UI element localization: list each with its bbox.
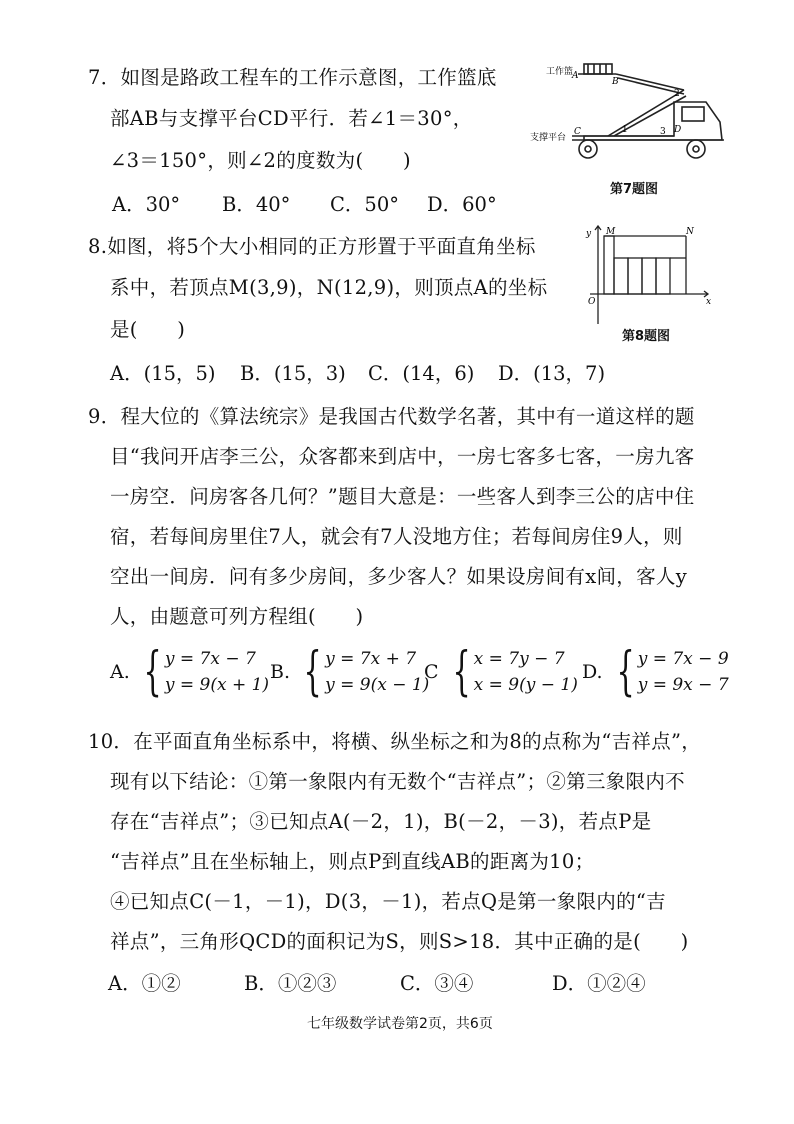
q9-option-b	[270, 642, 430, 702]
q7-fig-angle2: 2	[674, 89, 680, 99]
q9-option-c-eq2: x = 9(y − 1)	[473, 675, 578, 695]
q9-option-a-label: A.	[110, 661, 130, 683]
q9-option-d-label: D.	[582, 661, 603, 683]
q9-line4: 宿，若每间房里住7人，就会有7人没地方住；若每间房住9人，则	[110, 525, 683, 548]
q8-option-c: C．(14，6)	[368, 362, 475, 385]
brace-glyph: {	[303, 642, 322, 702]
q8-line3: 是( )	[110, 318, 186, 341]
q10-option-d: D．①②④	[552, 972, 646, 995]
q8-option-b: B．(15，3)	[240, 362, 346, 385]
q8-option-d: D．(13，7)	[498, 362, 606, 385]
q7-fig-label-top: 工作篮	[546, 67, 574, 77]
brace-glyph: {	[616, 642, 635, 702]
q9-option-b-eq1: y = 7x + 7	[325, 649, 417, 669]
q8-line2: 系中，若顶点M(3,9)，N(12,9)，则顶点A的坐标	[110, 276, 548, 299]
q7-option-b: B．40°	[222, 193, 291, 216]
q8-squares-figure	[584, 224, 714, 324]
q10-line4: “吉祥点”且在坐标轴上，则点P到直线AB的距离为10；	[110, 850, 595, 873]
q10-line6: 祥点”，三角形QCD的面积记为S，则S>18．其中正确的是( )	[110, 930, 689, 953]
q9-line6: 人，由题意可列方程组( )	[110, 605, 364, 628]
q9-line1: 9．程大位的《算法统宗》是我国古代数学名著，其中有一道这样的题	[88, 405, 695, 428]
q7-fig-label-left: 支撑平台	[530, 133, 567, 143]
q9-option-d-eq2: y = 9x − 7	[637, 675, 729, 695]
q9-option-d-eq1: y = 7x − 9	[637, 649, 729, 669]
q7-option-a: A．30°	[112, 193, 181, 216]
page-footer: 七年级数学试卷第2页，共6页	[307, 1016, 493, 1032]
q8-fig-y: y	[586, 229, 592, 239]
q9-option-a-eq1: y = 7x − 7	[164, 649, 256, 669]
q10-line3: 存在“吉祥点”；③已知点A(－2，1)，B(－2，－3)，若点P是	[110, 810, 652, 833]
q9-line3: 一房空．问房客各几何？”题目大意是：一些客人到李三公的店中住	[110, 485, 695, 508]
q8-line1: 8.如图，将5个大小相同的正方形置于平面直角坐标	[88, 235, 536, 258]
q9-option-c-label: C	[424, 661, 439, 683]
q8-fig-x: x	[706, 297, 712, 307]
q10-option-b: B．①②③	[244, 972, 337, 995]
q7-fig-pt-b: B	[612, 77, 619, 87]
q9-line5: 空出一间房．问有多少房间，多少客人？如果设房间有x间，客人y	[110, 565, 688, 588]
q10-line1: 10．在平面直角坐标系中，将横、纵坐标之和为8的点称为“吉祥点”，	[88, 730, 702, 753]
brace-glyph: {	[143, 642, 162, 702]
q9-option-a	[110, 642, 270, 702]
q7-truck-figure	[524, 56, 744, 181]
q8-fig-o: O	[588, 297, 596, 307]
q9-option-b-eq2: y = 9(x − 1)	[325, 675, 430, 695]
q9-option-b-label: B.	[270, 661, 291, 683]
q7-fig-pt-a: A	[572, 71, 579, 81]
q7-fig-angle1: 1	[622, 125, 628, 135]
q10-line5: ④已知点C(－1，－1)，D(3，－1)，若点Q是第一象限内的“吉	[110, 890, 666, 913]
q7-line3: ∠3＝150°，则∠2的度数为( )	[110, 149, 411, 172]
q9-option-a-eq2: y = 9(x + 1)	[164, 675, 270, 695]
q9-option-d	[582, 642, 729, 702]
q7-fig-pt-d: D	[674, 125, 682, 135]
brace-glyph: {	[451, 642, 471, 702]
q10-option-a: A．①②	[108, 972, 181, 995]
q10-line2: 现有以下结论：①第一象限内有无数个“吉祥点”；②第三象限内不	[110, 770, 685, 793]
q9-option-c	[424, 642, 578, 702]
q7-line1: 7．如图是路政工程车的工作示意图，工作篮底	[88, 66, 497, 89]
q7-line2: 部AB与支撑平台CD平行．若∠1＝30°，	[110, 107, 473, 130]
q7-option-c: C．50°	[330, 193, 399, 216]
q8-fig-n: N	[686, 227, 694, 237]
q9-option-c-eq1: x = 7y − 7	[473, 649, 565, 669]
q7-fig-angle3: 3	[660, 127, 666, 137]
q7-figure-caption: 第7题图	[610, 182, 659, 197]
q8-option-a: A．(15，5)	[110, 362, 216, 385]
q8-figure-caption: 第8题图	[622, 329, 671, 344]
q7-option-d: D．60°	[427, 193, 497, 216]
q8-fig-m: M	[606, 227, 616, 237]
q7-fig-pt-c: C	[574, 127, 581, 137]
q10-option-c: C．③④	[400, 972, 474, 995]
q9-line2: 目“我问开店李三公，众客都来到店中，一房七客多七客，一房九客	[110, 445, 695, 468]
